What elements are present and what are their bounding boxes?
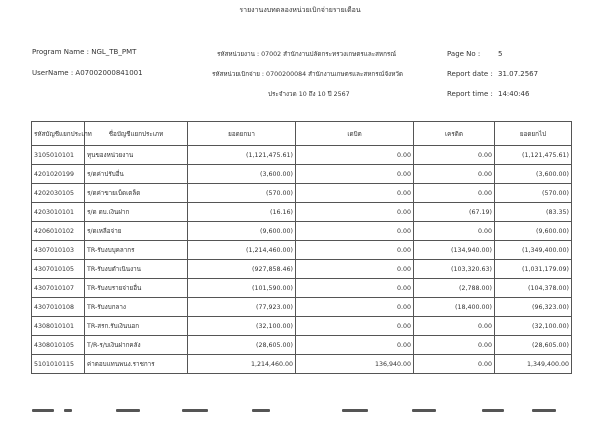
col-header-brought-forward: ยอดยกมา (188, 122, 296, 146)
brought-forward-cell: (570.00) (188, 184, 296, 203)
user-name: UserName : A07002000841001 (32, 69, 143, 77)
account-name-cell: ค่าตอบแทนพนง.ราชการ (85, 355, 188, 374)
credit-cell: 0.00 (414, 222, 495, 241)
page-no-value: 5 (498, 50, 503, 58)
table-row (32, 241, 572, 260)
table-row (32, 146, 572, 165)
credit-cell: 0.00 (414, 355, 495, 374)
debit-cell: 136,940.00 (296, 355, 414, 374)
credit-cell: 0.00 (414, 317, 495, 336)
brought-forward-cell: (77,923.00) (188, 298, 296, 317)
carried-forward-cell: 1,349,400.00 (495, 355, 572, 374)
table-row (32, 165, 572, 184)
account-code-cell: 4202030105 (32, 184, 85, 203)
page-bottom-edge (30, 409, 575, 413)
period-line: ประจำงวด 10 ถึง 10 ปี 2567 (268, 91, 350, 98)
disbursing-unit-line: รหัสหน่วยเบิกจ่าย : 0700200084 สำนักงานเกษตรและสหกรณ์จังหวัด (212, 71, 403, 78)
carried-forward-cell: (96,323.00) (495, 298, 572, 317)
credit-cell: 0.00 (414, 165, 495, 184)
debit-cell: 0.00 (296, 146, 414, 165)
account-name-cell: TR-สรก.รับเงินนอก (85, 317, 188, 336)
debit-cell: 0.00 (296, 279, 414, 298)
col-header-account-name: ชื่อบัญชีแยกประเภท (85, 122, 188, 146)
bottom-dash (64, 409, 72, 412)
credit-cell: 0.00 (414, 336, 495, 355)
debit-cell: 0.00 (296, 317, 414, 336)
bottom-dash (532, 409, 556, 412)
carried-forward-cell: (1,121,475.61) (495, 146, 572, 165)
table-row (32, 336, 572, 355)
table-row (32, 260, 572, 279)
report-time-label: Report time : (447, 90, 493, 98)
account-name-cell: ร/ด ดบ.เงินฝาก (85, 203, 188, 222)
report-date-label: Report date : (447, 70, 493, 78)
report-time-value: 14:40:46 (498, 90, 530, 98)
debit-cell: 0.00 (296, 241, 414, 260)
table-row (32, 203, 572, 222)
brought-forward-cell: (9,600.00) (188, 222, 296, 241)
credit-cell: (2,788.00) (414, 279, 495, 298)
brought-forward-cell: (16.16) (188, 203, 296, 222)
carried-forward-cell: (1,031,179.09) (495, 260, 572, 279)
table-row (32, 222, 572, 241)
credit-cell: (67.19) (414, 203, 495, 222)
account-name-cell: TR-รับงบดำเนินงาน (85, 260, 188, 279)
account-name-cell: ร/ดค่าขายเบ็ดเตล็ด (85, 184, 188, 203)
credit-cell: 0.00 (414, 146, 495, 165)
account-name-cell: T/R-ร/บเงินฝากคลัง (85, 336, 188, 355)
account-code-cell: 4307010108 (32, 298, 85, 317)
account-code-cell: 4206010102 (32, 222, 85, 241)
col-header-carried-forward: ยอดยกไป (495, 122, 572, 146)
carried-forward-cell: (32,100.00) (495, 317, 572, 336)
credit-cell: (103,320.63) (414, 260, 495, 279)
brought-forward-cell: (927,858.46) (188, 260, 296, 279)
account-code-cell: 5101010115 (32, 355, 85, 374)
carried-forward-cell: (83.35) (495, 203, 572, 222)
trial-balance-table (31, 121, 572, 374)
account-name-cell: TR-รับงบรายจ่ายอื่น (85, 279, 188, 298)
account-code-cell: 3105010101 (32, 146, 85, 165)
table-row (32, 355, 572, 374)
col-header-account-code: รหัสบัญชีแยกประเภท (32, 122, 85, 146)
debit-cell: 0.00 (296, 222, 414, 241)
bottom-dash (482, 409, 504, 412)
credit-cell: (18,400.00) (414, 298, 495, 317)
debit-cell: 0.00 (296, 336, 414, 355)
account-code-cell: 4308010105 (32, 336, 85, 355)
brought-forward-cell: (28,605.00) (188, 336, 296, 355)
report-date-value: 31.07.2567 (498, 70, 539, 78)
debit-cell: 0.00 (296, 260, 414, 279)
program-name: Program Name : NGL_TB_PMT (32, 48, 137, 56)
account-name-cell: TR-รับงบบุคลากร (85, 241, 188, 260)
table-row (32, 298, 572, 317)
table-row (32, 279, 572, 298)
account-name-cell: TR-รับงบกลาง (85, 298, 188, 317)
account-name-cell: ทุนของหน่วยงาน (85, 146, 188, 165)
carried-forward-cell: (28,605.00) (495, 336, 572, 355)
account-name-cell: ร/ดค่าปรับอื่น (85, 165, 188, 184)
debit-cell: 0.00 (296, 184, 414, 203)
bottom-dash (32, 409, 54, 412)
account-code-cell: 4307010107 (32, 279, 85, 298)
account-code-cell: 4307010103 (32, 241, 85, 260)
agency-line: รหัสหน่วยงาน : 07002 สำนักงานปลัดกระทรวงเกษตรและสหกรณ์ (217, 51, 397, 58)
bottom-dash (412, 409, 436, 412)
carried-forward-cell: (3,600.00) (495, 165, 572, 184)
brought-forward-cell: 1,214,460.00 (188, 355, 296, 374)
credit-cell: 0.00 (414, 184, 495, 203)
report-title: รายงานงบทดลองหน่วยเบิกจ่ายรายเดือน (239, 6, 361, 14)
credit-cell: (134,940.00) (414, 241, 495, 260)
debit-cell: 0.00 (296, 165, 414, 184)
brought-forward-cell: (101,590.00) (188, 279, 296, 298)
account-code-cell: 4201020199 (32, 165, 85, 184)
table-row (32, 317, 572, 336)
carried-forward-cell: (104,378.00) (495, 279, 572, 298)
debit-cell: 0.00 (296, 203, 414, 222)
bottom-dash (182, 409, 208, 412)
bottom-dash (252, 409, 270, 412)
bottom-dash (342, 409, 368, 412)
brought-forward-cell: (3,600.00) (188, 165, 296, 184)
account-code-cell: 4203010101 (32, 203, 85, 222)
carried-forward-cell: (1,349,400.00) (495, 241, 572, 260)
account-name-cell: ร/ดเหลือจ่าย (85, 222, 188, 241)
col-header-credit: เครดิต (414, 122, 495, 146)
account-code-cell: 4308010101 (32, 317, 85, 336)
col-header-debit: เดบิต (296, 122, 414, 146)
carried-forward-cell: (570.00) (495, 184, 572, 203)
brought-forward-cell: (1,121,475.61) (188, 146, 296, 165)
page-no-label: Page No : (447, 50, 481, 58)
carried-forward-cell: (9,600.00) (495, 222, 572, 241)
table-header-row (32, 122, 572, 146)
table-row (32, 184, 572, 203)
brought-forward-cell: (1,214,460.00) (188, 241, 296, 260)
bottom-dash (116, 409, 140, 412)
debit-cell: 0.00 (296, 298, 414, 317)
brought-forward-cell: (32,100.00) (188, 317, 296, 336)
account-code-cell: 4307010105 (32, 260, 85, 279)
